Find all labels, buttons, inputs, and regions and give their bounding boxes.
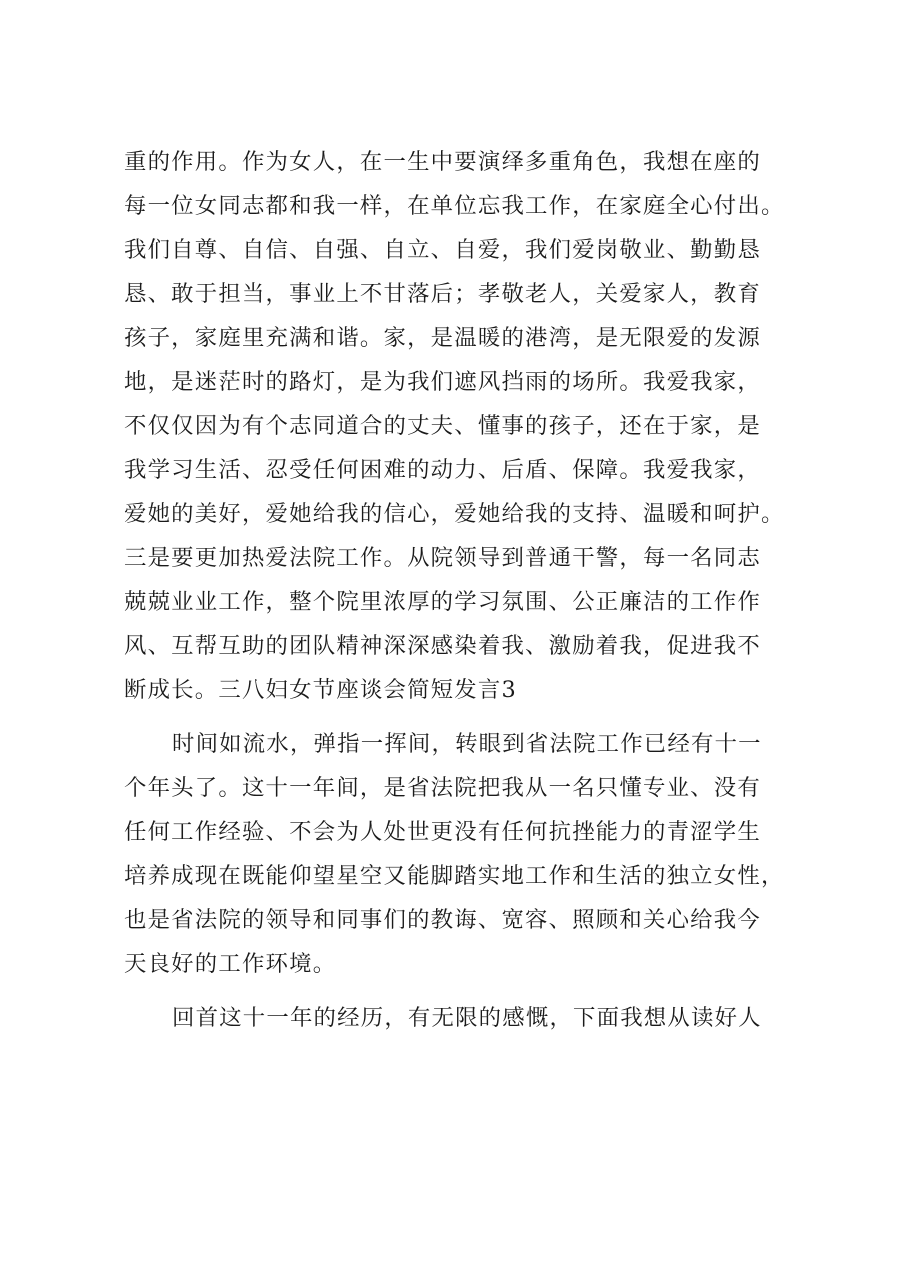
- text-line: 每一位女同志都和我一样，在单位忘我工作，在家庭全心付出。: [124, 193, 785, 219]
- text-line: 不仅仅因为有个志同道合的丈夫、懂事的孩子，还在于家，是: [124, 413, 761, 439]
- text-line: 爱她的美好，爱她给我的信心，爱她给我的支持、温暖和呵护。: [124, 501, 785, 527]
- document-body: [124, 140, 814, 1040]
- text-line: 我们自尊、自信、自强、自立、自爱，我们爱岗敬业、勤勤恳: [124, 237, 761, 263]
- paragraph-block-3: [124, 996, 814, 1040]
- text-line: 天良好的工作环境。: [124, 951, 337, 977]
- text-line: 风、互帮互助的团队精神深深感染着我、激励着我，促进我不: [124, 633, 761, 659]
- text-line: 时间如流水，弹指一挥间，转眼到省法院工作已经有十一: [172, 731, 762, 757]
- text-line: 我学习生活、忍受任何困难的动力、后盾、保障。我爱我家，: [124, 457, 761, 483]
- text-line: 也是省法院的领导和同事们的教诲、宽容、照顾和关心给我今: [124, 907, 761, 933]
- text-line: 任何工作经验、不会为人处世更没有任何抗挫能力的青涩学生: [124, 819, 761, 845]
- text-line: 孩子，家庭里充满和谐。家，是温暖的港湾，是无限爱的发源: [124, 325, 761, 351]
- paragraph-gap: [124, 712, 814, 722]
- text-line: 重的作用。作为女人，在一生中要演绎多重角色，我想在座的: [124, 149, 761, 175]
- text-line: 培养成现在既能仰望星空又能脚踏实地工作和生活的独立女性，: [124, 863, 785, 889]
- text-line: 个年头了。这十一年间，是省法院把我从一名只懂专业、没有: [124, 775, 761, 801]
- paragraph-block-1: [124, 140, 814, 712]
- text-line: 兢兢业业工作，整个院里浓厚的学习氛围、公正廉洁的工作作: [124, 589, 761, 615]
- text-line: 恳、敢于担当，事业上不甘落后；孝敬老人，关爱家人，教育: [124, 281, 761, 307]
- paragraph-block-2: [124, 722, 814, 986]
- text-line: 三是要更加热爱法院工作。从院领导到普通干警，每一名同志: [124, 545, 761, 571]
- text-line: 地，是迷茫时的路灯，是为我们遮风挡雨的场所。我爱我家，: [124, 369, 761, 395]
- text-line: 断成长。三八妇女节座谈会简短发言3: [124, 677, 517, 703]
- paragraph-gap: [124, 986, 814, 996]
- text-line: 回首这十一年的经历，有无限的感慨，下面我想从读好人: [172, 1005, 762, 1031]
